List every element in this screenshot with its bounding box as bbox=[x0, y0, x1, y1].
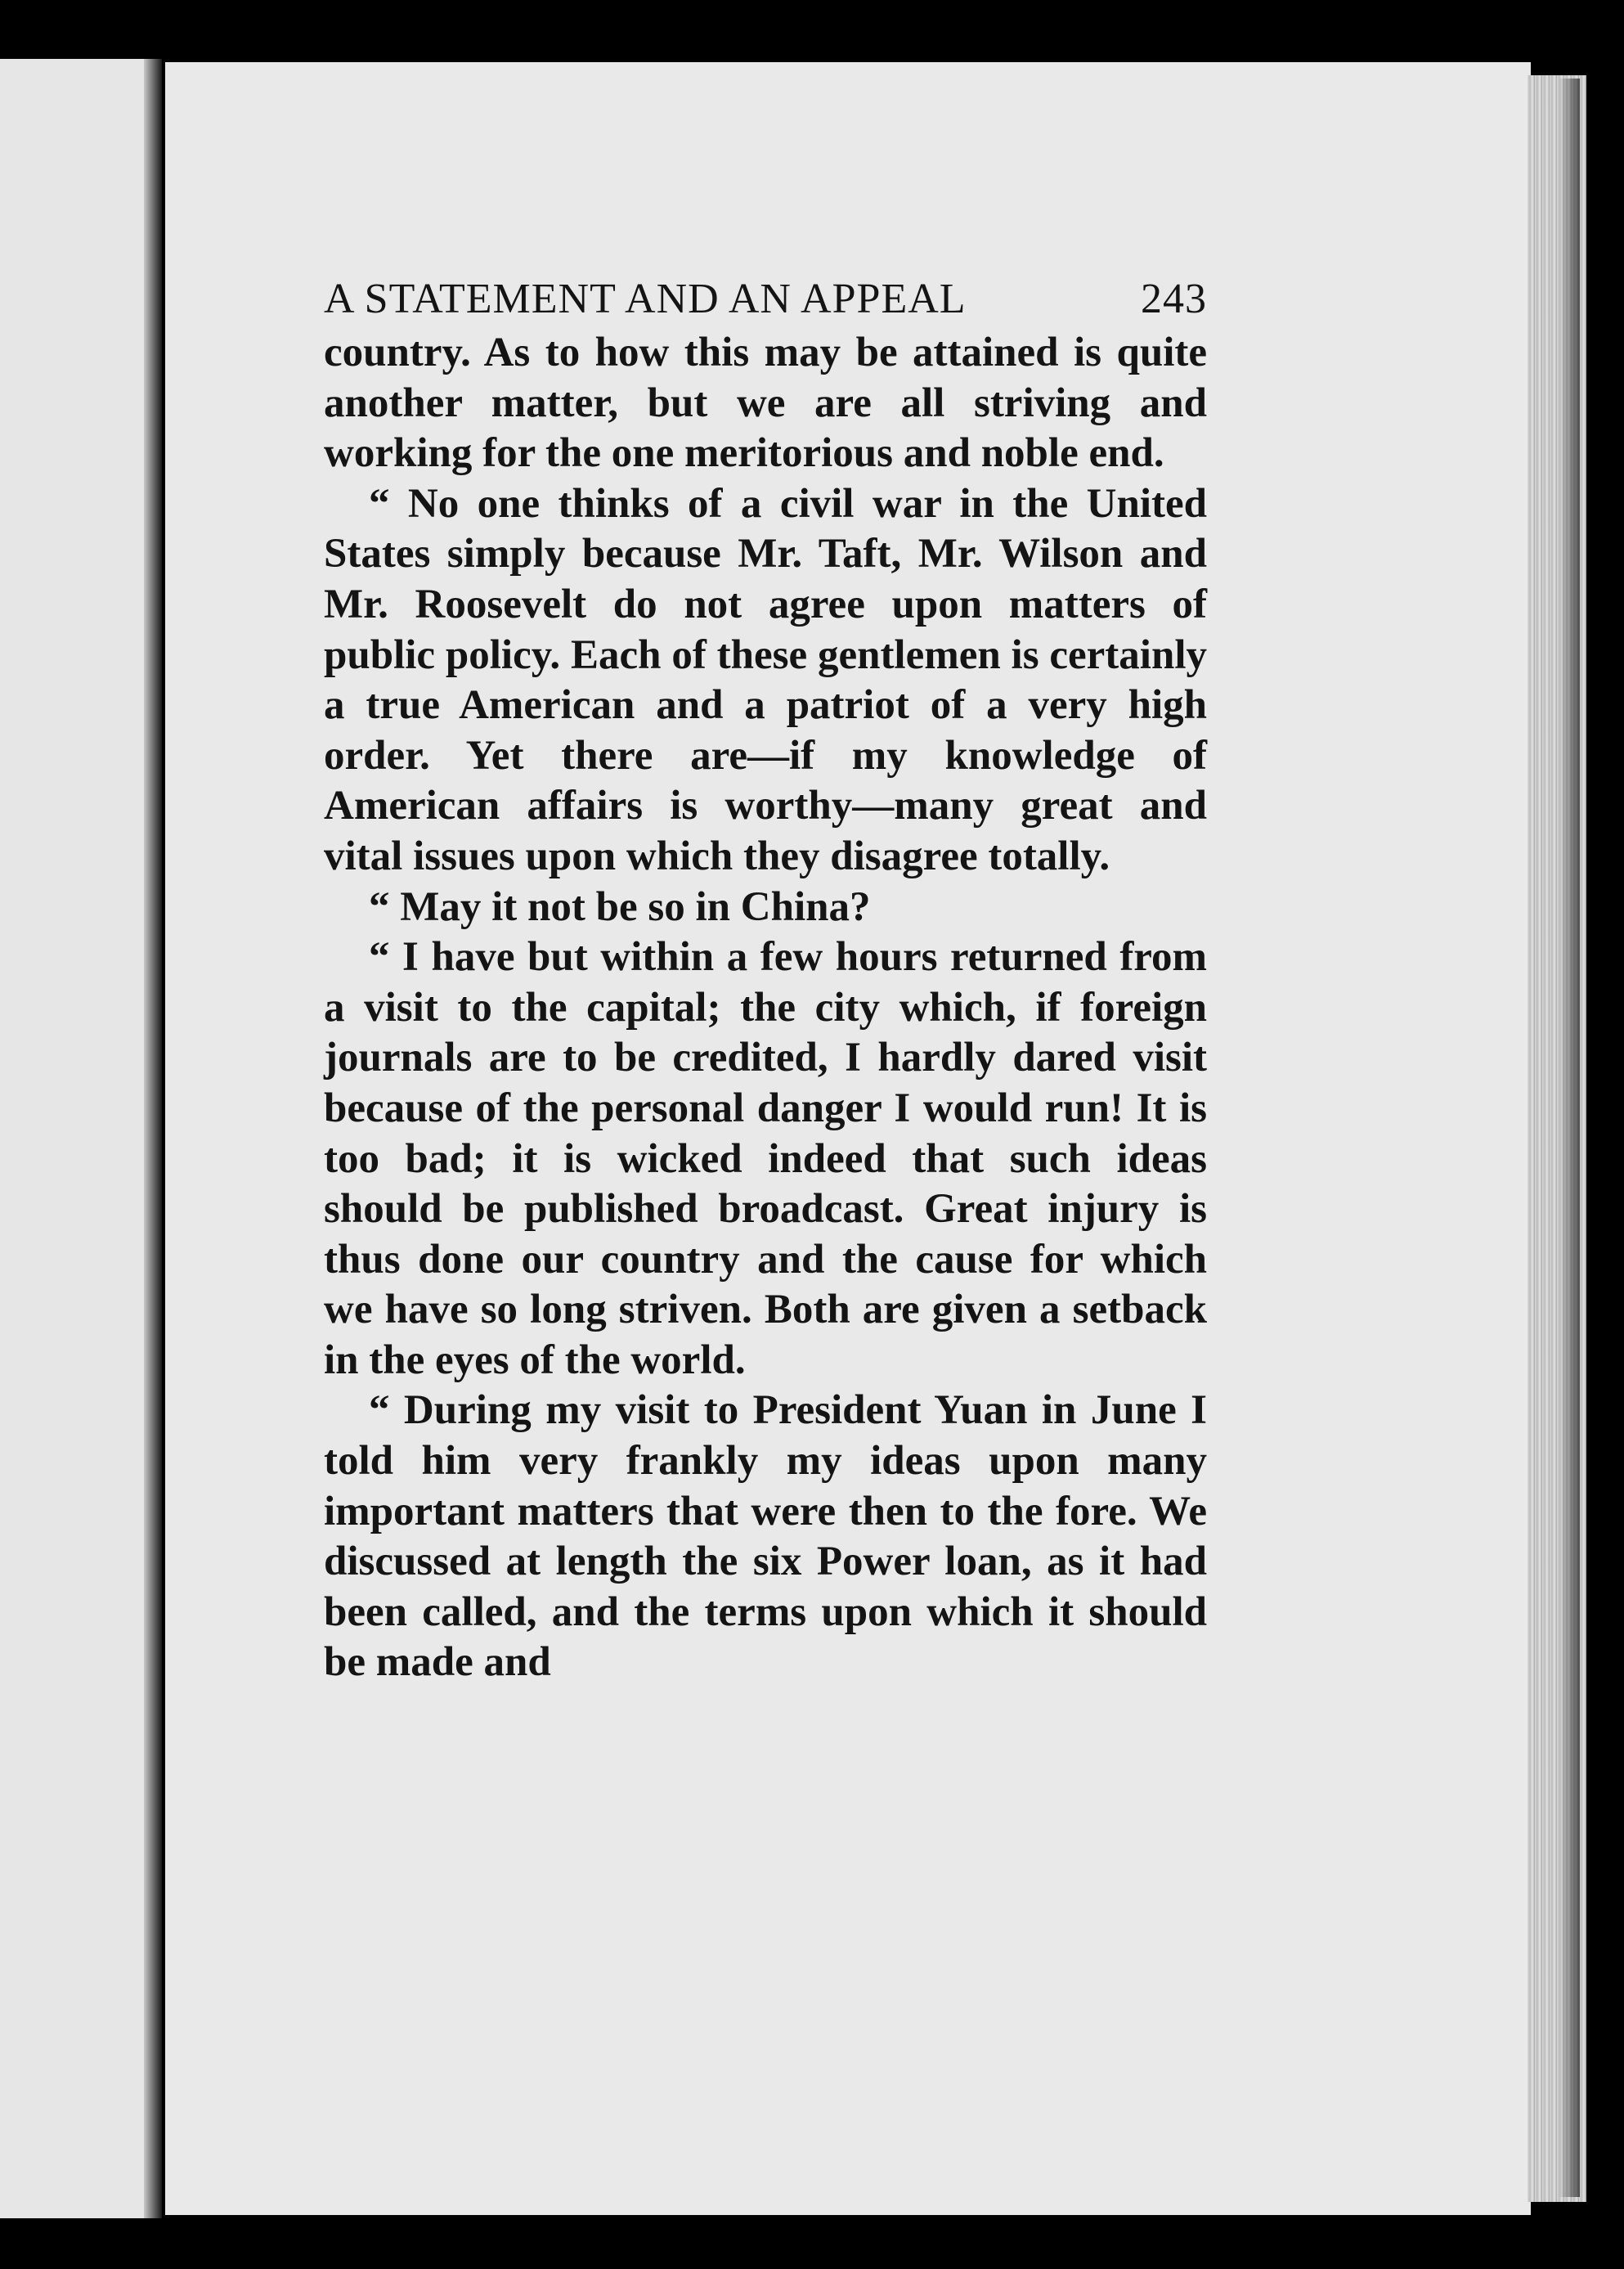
book-gutter bbox=[144, 59, 162, 2218]
facing-page bbox=[0, 59, 154, 2218]
running-title: A STATEMENT AND AN APPEAL bbox=[324, 276, 967, 322]
paragraph: “ I have but within a few hours returned from a visit to the capital; the city which, if foreign journals are to be credited, I hardly dared visit because of the personal danger I would run! It is too bad; it is wicked indeed that such ideas should be published broadcast. Great injury is thus done our country and the cause for which we have so long striven. Both are given a setback in the eyes of the world. bbox=[324, 934, 1207, 1383]
paragraph: “ During my visit to President Yuan in June I told him very frankly my ideas upon many important matters that were then to the fore. We discussed at length the six Power loan, as it had been called, and the terms upon which it should be made and bbox=[324, 1387, 1207, 1686]
paragraph: “ No one thinks of a civil war in the United States simply because Mr. Taft, Mr. Wilson and Mr. Roosevelt do not agree upon matters of public policy. Each of these gentlemen is certainly a true American and a patriot of a very high order. Yet there are—if my knowledge of American affairs is worthy—many great and vital issues upon which they disagree totally. bbox=[324, 480, 1207, 879]
body-text bbox=[324, 328, 1207, 1688]
page-text-block bbox=[324, 275, 1207, 1688]
page-number: 243 bbox=[1141, 276, 1207, 322]
page-header bbox=[324, 275, 1207, 323]
paragraph: country. As to how this may be attained is quite another matter, but we are all striving and working for the one meritorious and noble end. bbox=[324, 330, 1207, 477]
page-edges-shadow bbox=[1559, 79, 1580, 2197]
paragraph: “ May it not be so in China? bbox=[369, 883, 871, 930]
